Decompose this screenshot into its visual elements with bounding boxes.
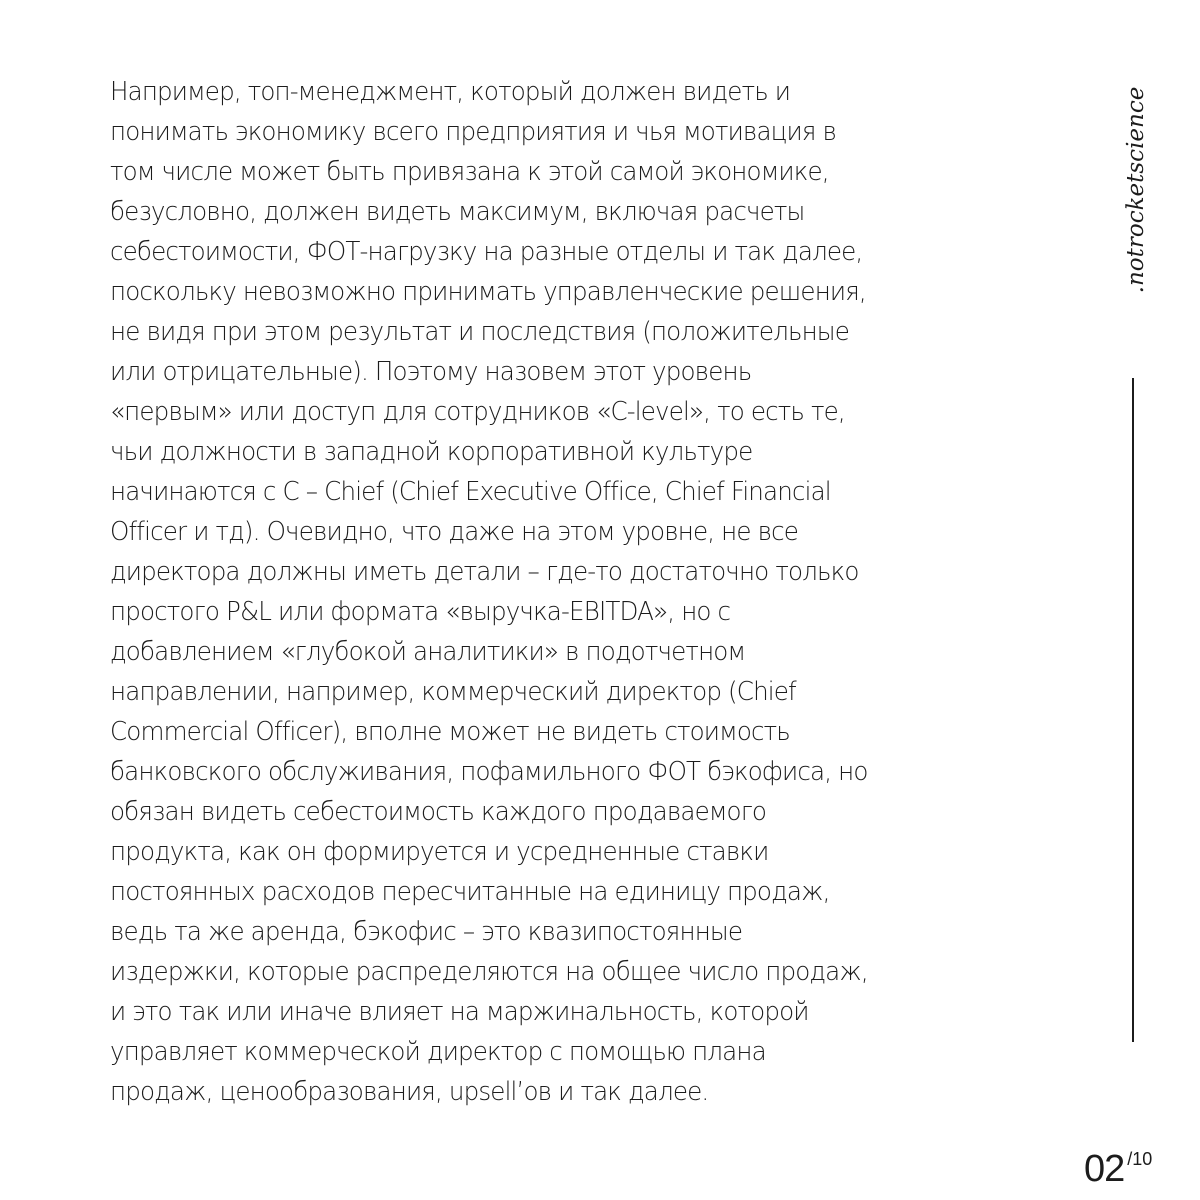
text-line: обязан видеть себестоимость каждого продаваемого: [110, 797, 767, 827]
text-line: постоянных расходов пересчитанные на единицу продаж,: [110, 877, 830, 907]
text-line: Например, топ-менеджмент, который должен видеть и: [110, 77, 791, 107]
text-line: начинаются с C – Chief (Chief Executive Office, Chief Financial: [110, 477, 831, 507]
text-line: управляет коммерческой директор с помощью плана: [110, 1037, 766, 1067]
text-line: себестоимости, ФОТ-нагрузку на разные отделы и так далее,: [110, 237, 863, 267]
text-line: не видя при этом результат и последствия (положительные: [110, 317, 850, 347]
text-line: или отрицательные). Поэтому назовем этот уровень: [110, 357, 752, 387]
text-line: банковского обслуживания, пофамильного ФОТ бэкофиса, но: [110, 757, 868, 787]
text-line: простого P&L или формата «выручка-EBITDA», но с: [110, 597, 731, 627]
text-line: Officer и тд). Очевидно, что даже на этом уровне, не все: [110, 517, 799, 547]
text-line: добавлением «глубокой аналитики» в подотчетном: [110, 637, 746, 667]
page-current: 02: [1084, 1148, 1125, 1190]
vertical-divider: [1132, 378, 1134, 1042]
text-line: безусловно, должен видеть максимум, включая расчеты: [110, 197, 805, 227]
text-line: продаж, ценообразования, upsell’ов и так далее.: [110, 1077, 709, 1107]
text-line: поскольку невозможно принимать управленческие решения,: [110, 277, 866, 307]
brand-handle: .notrocketscience: [1123, 86, 1149, 294]
text-line: директора должны иметь детали – где-то достаточно только: [110, 557, 859, 587]
text-line: чьи должности в западной корпоративной культуре: [110, 437, 753, 467]
text-line: направлении, например, коммерческий директор (Chief: [110, 677, 796, 707]
text-line: «первым» или доступ для сотрудников «C-level», то есть те,: [110, 397, 845, 427]
text-line: ведь та же аренда, бэкофис – это квазипостоянные: [110, 917, 743, 947]
body-text: [110, 72, 1070, 1112]
page-indicator: [1084, 1150, 1152, 1188]
text-line: Commercial Officer), вполне может не видеть стоимость: [110, 717, 790, 747]
text-line: понимать экономику всего предприятия и чья мотивация в: [110, 117, 837, 147]
text-line: том числе может быть привязана к этой самой экономике,: [110, 157, 829, 187]
text-line: издержки, которые распределяются на общее число продаж,: [110, 957, 868, 987]
text-line: продукта, как он формируется и усредненные ставки: [110, 837, 769, 867]
page-total: /10: [1127, 1149, 1153, 1169]
text-line: и это так или иначе влияет на маржинальность, которой: [110, 997, 809, 1027]
